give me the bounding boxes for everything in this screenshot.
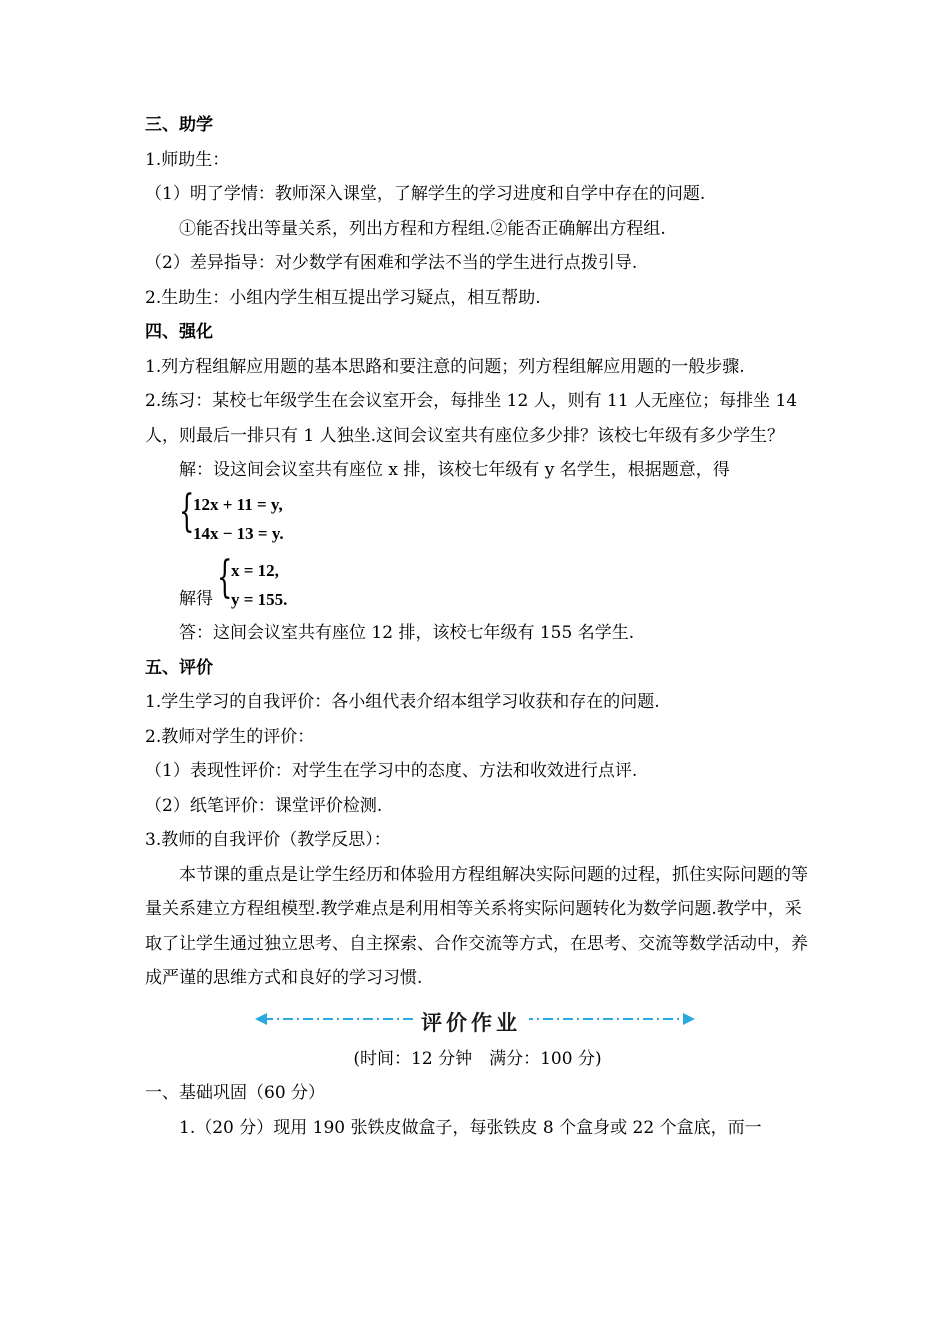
sec5-line-2: 2.教师对学生的评价：	[145, 726, 315, 747]
sec3-line-1: 1.师助生：	[145, 149, 230, 170]
time-score: (时间：12 分钟 满分：100 分)	[353, 1048, 602, 1069]
result-1: x = 12,	[231, 560, 279, 580]
sec3-line-2: （1）明了学情：教师深入课堂，了解学生的学习进度和自学中存在的问题.	[145, 184, 706, 204]
homework-banner	[145, 1004, 810, 1042]
solution-intro: 解：设这间会议室共有座位 x 排，该校七年级有 y 名学生，根据题意，得	[179, 460, 730, 480]
document-page	[145, 108, 810, 1145]
sec5-line-4: （2）纸笔评价：课堂评价检测.	[145, 795, 383, 816]
result-2: y = 155.	[231, 589, 288, 609]
sec3-line-3: ①能否找出等量关系，列出方程和方程组.②能否正确解出方程组.	[179, 218, 666, 239]
banner-title: 评价作业	[413, 1007, 529, 1037]
sec5-line-1: 1.学生学习的自我评价：各小组代表介绍本组学习收获和存在的问题.	[145, 692, 660, 712]
solve-label: 解得	[179, 588, 213, 609]
section-5-title: 五、评价	[145, 657, 213, 678]
answer: 答：这间会议室共有座位 12 排，该校七年级有 155 名学生.	[179, 623, 635, 643]
sec5-line-3: （1）表现性评价：对学生在学习中的态度、方法和收效进行点评.	[145, 761, 638, 781]
section-4-title: 四、强化	[145, 322, 213, 342]
section-3-title: 三、助学	[145, 115, 213, 135]
reflection-paragraph: 本节课的重点是让学生经历和体验用方程组解决实际问题的过程，抓住实际问题的等量关系建立方程组模型.教学难点是利用相等关系将实际问题转化为数学问题.教学中，采取了让学生通过独立思考、自主探索、合作交流等方式，在思考、交流等数学活动中，养成严谨的思维方式和良好的学习习惯.	[145, 864, 808, 988]
part-1-title: 一、基础巩固（60 分）	[145, 1083, 326, 1103]
sec3-line-5: 2.生助生：小组内学生相互提出学习疑点，相互帮助.	[145, 287, 541, 308]
sec5-line-5: 3.教师的自我评价（教学反思）：	[145, 830, 391, 850]
sec3-line-4: （2）差异指导：对少数学有困难和学法不当的学生进行点拨引导.	[145, 253, 638, 273]
equation-2: 14x − 13 = y.	[193, 523, 284, 543]
brace: {	[217, 551, 233, 603]
brace: {	[179, 485, 195, 537]
equation-system	[179, 485, 810, 548]
sec4-para-2: 2.练习：某校七年级学生在会议室开会，每排坐 12 人，则有 11 人无座位；每排坐 14 人，则最后一排只有 1 人独坐.这间会议室共有座位多少排？该校七年级有多少学生？	[145, 391, 798, 446]
question-1: 1.（20 分）现用 190 张铁皮做盒子，每张铁皮 8 个盒身或 22 个盒底，而一	[179, 1117, 762, 1138]
sec4-para-1: 1.列方程组解应用题的基本思路和要注意的问题；列方程组解应用题的一般步骤.	[145, 356, 745, 377]
solution-system	[179, 551, 810, 617]
equation-1: 12x + 11 = y,	[193, 494, 283, 514]
